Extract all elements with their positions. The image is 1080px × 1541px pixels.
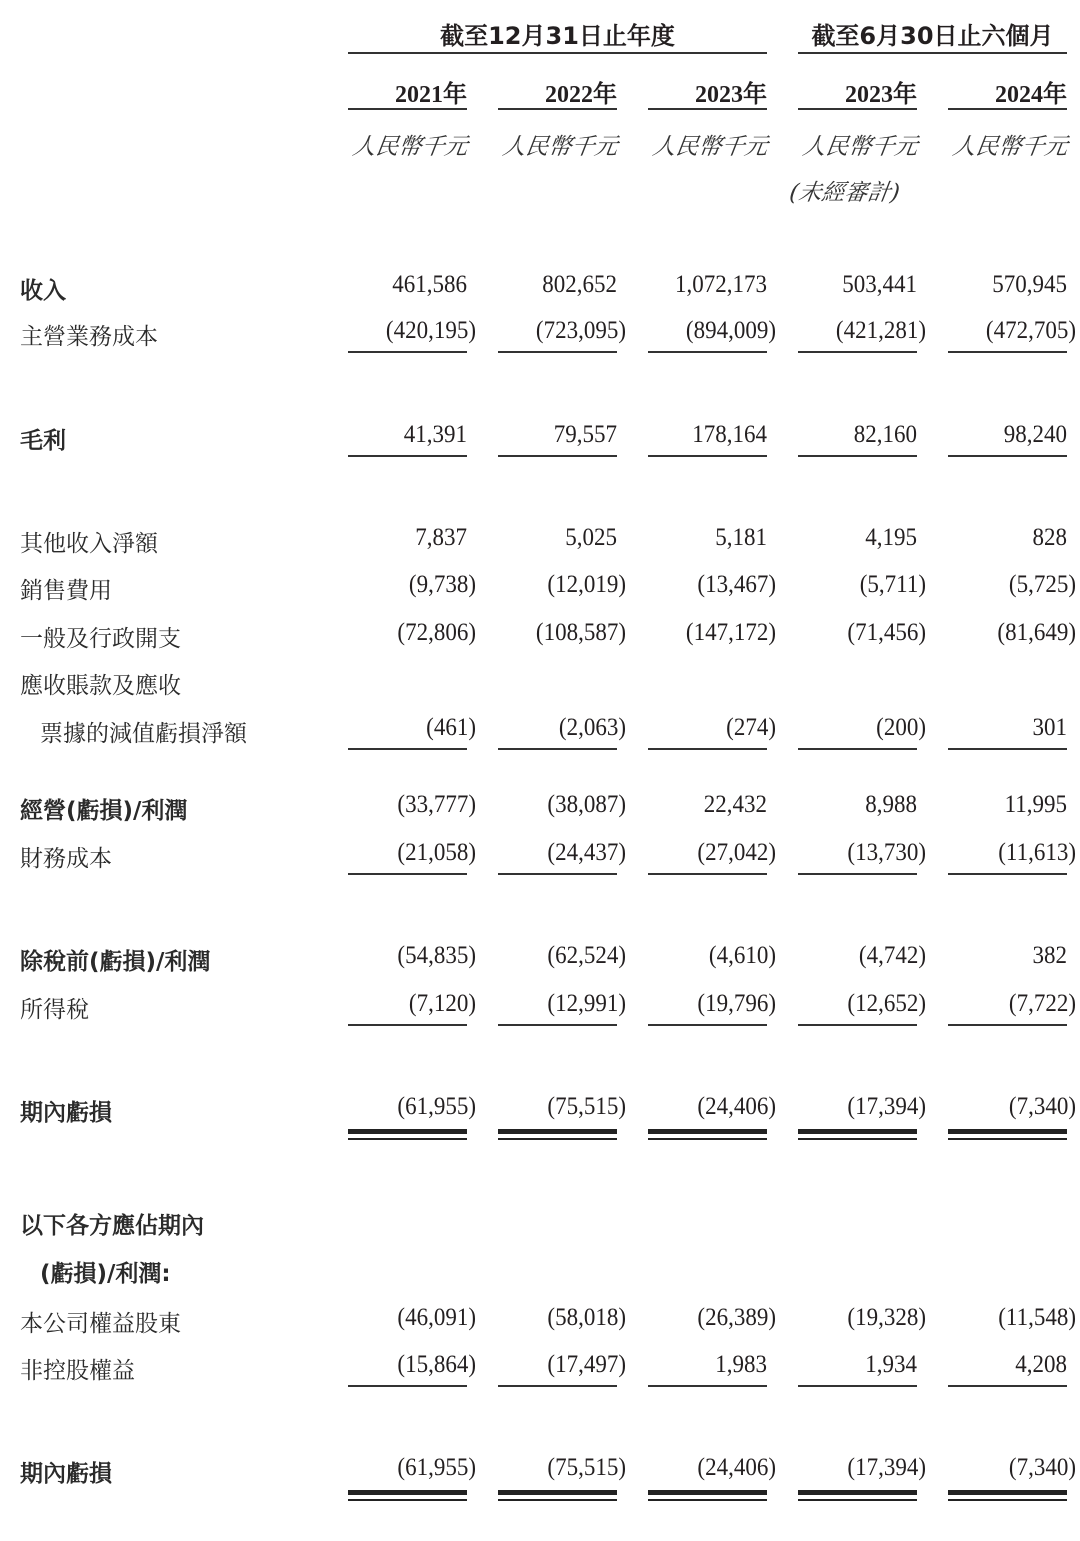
double-underline (798, 1490, 917, 1501)
underline (498, 351, 617, 353)
value-cell: (12,652) (847, 990, 926, 1017)
value-cell: (13,730) (847, 839, 926, 866)
row-label: 主營業務成本 (20, 324, 158, 350)
underline (948, 1385, 1067, 1387)
value-cell: 8,988 (865, 791, 917, 818)
value-cell: (46,091) (397, 1304, 476, 1331)
value-cell: (147,172) (685, 619, 776, 646)
value-cell: (61,955) (397, 1093, 476, 1120)
value-cell: (5,711) (859, 571, 926, 598)
value-cell: (71,456) (847, 619, 926, 646)
value-cell: (9,738) (408, 571, 476, 598)
underline (798, 873, 917, 875)
year-rule (798, 108, 917, 110)
value-cell: (723,095) (535, 317, 626, 344)
double-underline (498, 1490, 617, 1501)
year-rule (498, 108, 617, 110)
value-cell: (15,864) (397, 1351, 476, 1378)
value-cell: (421,281) (835, 317, 926, 344)
currency-unit: 人民幣千元 (350, 134, 470, 160)
value-cell: 7,837 (415, 524, 467, 551)
underline (348, 455, 467, 457)
group-header-interim: 截至6月30日止六個月 (811, 22, 1054, 50)
row-label: (虧損)/利潤: (40, 1261, 171, 1287)
group-rule-interim (798, 52, 1067, 54)
year-rule (348, 108, 467, 110)
underline (948, 873, 1067, 875)
value-cell: (7,340) (1008, 1093, 1076, 1120)
value-cell: (11,613) (998, 839, 1076, 866)
value-cell: (17,497) (547, 1351, 626, 1378)
value-cell: (81,649) (997, 619, 1076, 646)
value-cell: 5,181 (715, 524, 767, 551)
value-cell: (26,389) (697, 1304, 776, 1331)
value-cell: 5,025 (565, 524, 617, 551)
double-underline (348, 1490, 467, 1501)
underline (648, 1024, 767, 1026)
value-cell: 301 (1032, 714, 1067, 741)
currency-unit: 人民幣千元 (500, 134, 620, 160)
currency-unit: 人民幣千元 (950, 134, 1070, 160)
underline (798, 455, 917, 457)
value-cell: (21,058) (397, 839, 476, 866)
value-cell: (19,328) (847, 1304, 926, 1331)
double-underline (648, 1129, 767, 1140)
row-label: 應收賬款及應收 (20, 673, 181, 699)
underline (498, 1024, 617, 1026)
value-cell: (4,742) (858, 942, 926, 969)
double-underline (948, 1129, 1067, 1140)
value-cell: 4,195 (865, 524, 917, 551)
value-cell: 503,441 (842, 271, 917, 298)
value-cell: (7,120) (408, 990, 476, 1017)
year-header: 2022年 (545, 82, 617, 108)
value-cell: 22,432 (703, 791, 767, 818)
value-cell: (12,991) (547, 990, 626, 1017)
year-rule (948, 108, 1067, 110)
year-header: 2021年 (395, 82, 467, 108)
value-cell: (75,515) (547, 1093, 626, 1120)
row-label: 其他收入淨額 (20, 531, 158, 557)
value-cell: (12,019) (547, 571, 626, 598)
value-cell: (24,406) (697, 1093, 776, 1120)
double-underline (648, 1490, 767, 1501)
underline (798, 1024, 917, 1026)
value-cell: (200) (876, 714, 926, 741)
double-underline (948, 1490, 1067, 1501)
value-cell: 828 (1032, 524, 1067, 551)
value-cell: 82,160 (853, 421, 917, 448)
underline (648, 1385, 767, 1387)
row-label: 財務成本 (20, 846, 112, 872)
value-cell: (58,018) (547, 1304, 626, 1331)
year-header: 2023年 (845, 82, 917, 108)
value-cell: 570,945 (992, 271, 1067, 298)
value-cell: (17,394) (847, 1093, 926, 1120)
value-cell: (24,437) (547, 839, 626, 866)
value-cell: (472,705) (985, 317, 1076, 344)
currency-unit: 人民幣千元 (650, 134, 770, 160)
underline (348, 351, 467, 353)
row-label: 毛利 (20, 428, 66, 454)
row-label: 以下各方應佔期內 (20, 1213, 204, 1239)
row-label: 票據的減值虧損淨額 (40, 721, 247, 747)
value-cell: 461,586 (392, 271, 467, 298)
value-cell: (38,087) (547, 791, 626, 818)
row-label: 期內虧損 (20, 1100, 112, 1126)
value-cell: (11,548) (998, 1304, 1076, 1331)
value-cell: 11,995 (1004, 791, 1067, 818)
value-cell: (420,195) (385, 317, 476, 344)
underline (798, 351, 917, 353)
value-cell: 1,983 (715, 1351, 767, 1378)
value-cell: 178,164 (692, 421, 767, 448)
row-label: 一般及行政開支 (20, 626, 181, 652)
value-cell: (7,340) (1008, 1454, 1076, 1481)
row-label: 銷售費用 (20, 578, 112, 604)
underline (498, 1385, 617, 1387)
value-cell: (19,796) (697, 990, 776, 1017)
value-cell: 1,934 (865, 1351, 917, 1378)
double-underline (498, 1129, 617, 1140)
value-cell: (27,042) (697, 839, 776, 866)
row-label: 除稅前(虧損)/利潤 (20, 949, 211, 975)
value-cell: (5,725) (1008, 571, 1076, 598)
value-cell: 79,557 (553, 421, 617, 448)
underline (498, 873, 617, 875)
underline (348, 1024, 467, 1026)
value-cell: 41,391 (403, 421, 467, 448)
underline (948, 748, 1067, 750)
underline (798, 748, 917, 750)
value-cell: (75,515) (547, 1454, 626, 1481)
underline (948, 351, 1067, 353)
value-cell: (24,406) (697, 1454, 776, 1481)
value-cell: (274) (726, 714, 776, 741)
value-cell: 4,208 (1015, 1351, 1067, 1378)
underline (648, 455, 767, 457)
underline (648, 748, 767, 750)
value-cell: (54,835) (397, 942, 476, 969)
underline (798, 1385, 917, 1387)
underline (498, 455, 617, 457)
row-label: 所得稅 (20, 997, 89, 1023)
value-cell: 802,652 (542, 271, 617, 298)
value-cell: (72,806) (397, 619, 476, 646)
row-label: 經營(虧損)/利潤 (20, 798, 188, 824)
value-cell: (894,009) (685, 317, 776, 344)
value-cell: (61,955) (397, 1454, 476, 1481)
value-cell: 1,072,173 (675, 271, 767, 298)
row-label: 期內虧損 (20, 1461, 112, 1487)
underline (948, 1024, 1067, 1026)
underline (348, 1385, 467, 1387)
underline (348, 748, 467, 750)
underline (648, 873, 767, 875)
value-cell: (7,722) (1008, 990, 1076, 1017)
value-cell: (461) (426, 714, 476, 741)
currency-unit: 人民幣千元 (800, 134, 920, 160)
underline (498, 748, 617, 750)
year-header: 2023年 (695, 82, 767, 108)
value-cell: (33,777) (397, 791, 476, 818)
double-underline (348, 1129, 467, 1140)
group-rule-annual (348, 52, 767, 54)
underline (948, 455, 1067, 457)
value-cell: (2,063) (558, 714, 626, 741)
value-cell: (17,394) (847, 1454, 926, 1481)
row-label: 非控股權益 (20, 1358, 135, 1384)
year-header: 2024年 (995, 82, 1067, 108)
value-cell: 98,240 (1003, 421, 1067, 448)
value-cell: (4,610) (708, 942, 776, 969)
underline (348, 873, 467, 875)
year-rule (648, 108, 767, 110)
value-cell: 382 (1032, 942, 1067, 969)
value-cell: (108,587) (535, 619, 626, 646)
group-header-annual: 截至12月31日止年度 (440, 22, 675, 50)
value-cell: (62,524) (547, 942, 626, 969)
row-label: 收入 (20, 278, 66, 304)
double-underline (798, 1129, 917, 1140)
row-label: 本公司權益股東 (20, 1311, 181, 1337)
underline (648, 351, 767, 353)
unaudited-note: (未經審計) (787, 180, 902, 206)
value-cell: (13,467) (697, 571, 776, 598)
